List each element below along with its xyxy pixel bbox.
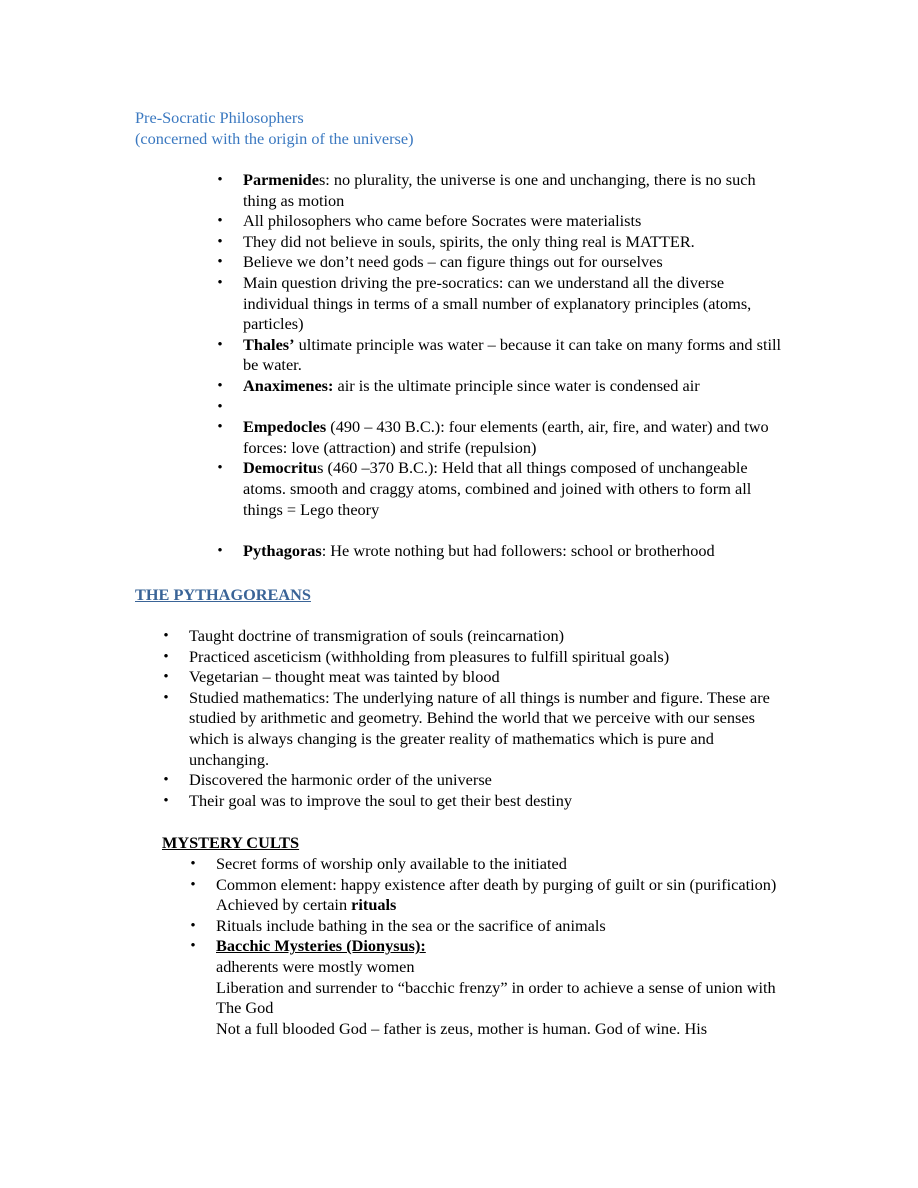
item-text: ultimate principle was water – because it can take on many forms and still be water. (243, 334, 782, 375)
item-bold: Pythagoras (243, 540, 322, 560)
bullet-icon: • (217, 377, 223, 394)
list-item (217, 417, 788, 458)
item-bold: Parmenide (243, 170, 319, 189)
bullet-icon: • (217, 213, 223, 230)
presocratic-list (217, 170, 788, 561)
item-text: Their goal was to improve the soul to get their best destiny (189, 790, 572, 810)
item-text: (490 – 430 B.C.): four elements (earth, air, fire, and water) and two forces: love (attraction) and strife (repulsion) (243, 417, 769, 457)
item-subline: adherents were mostly women (216, 956, 415, 976)
bullet-icon: • (163, 628, 169, 644)
list-item (190, 915, 786, 937)
item-text: s: no plurality, the universe is one and unchanging, there is no such thing as motion (243, 170, 756, 210)
list-item (163, 626, 789, 647)
item-subline: Not a full blooded God – father is zeus, mother is human. God of wine. His (216, 1018, 708, 1038)
item-text: Taught doctrine of transmigration of souls (reincarnation) (189, 626, 565, 645)
bullet-icon: • (217, 172, 223, 188)
list-item (217, 540, 788, 562)
mystery-cults-heading: MYSTERY CULTS (162, 833, 300, 852)
item-text: air is the ultimate principle since water is condensed air (333, 375, 700, 395)
page-heading (135, 108, 414, 149)
list-item (217, 170, 788, 211)
bullet-icon: • (163, 792, 169, 809)
item-text: Vegetarian – thought meat was tainted by blood (189, 667, 500, 687)
list-item (190, 874, 786, 916)
list-item (163, 646, 789, 668)
list-item (217, 211, 788, 232)
list-item (190, 854, 786, 875)
item-bold: Anaximenes: (243, 375, 334, 395)
bullet-icon: • (163, 648, 169, 665)
bullet-icon: • (217, 398, 223, 415)
item-text: Secret forms of worship only available to the initiated (216, 854, 567, 873)
list-spacer (243, 520, 788, 541)
item-text: s (460 –370 B.C.): Held that all things composed of unchangeable atoms. smooth and craggy atoms, combined and joined with others to form all things = Lego theory (243, 458, 752, 519)
page-subtitle: (concerned with the origin of the universe) (135, 128, 414, 148)
list-item (163, 770, 789, 791)
bullet-icon: • (163, 772, 169, 789)
bacchic-heading: Bacchic Mysteries (Dionysus): (216, 936, 426, 956)
item-text: Believe we don’t need gods – can figure things out for ourselves (243, 252, 663, 272)
pythagoreans-heading: THE PYTHAGOREANS (135, 585, 311, 604)
item-text: Discovered the harmonic order of the universe (189, 770, 492, 790)
item-text: They did not believe in souls, spirits, the only thing real is MATTER. (243, 231, 695, 251)
item-text: All philosophers who came before Socrates were materialists (243, 211, 642, 231)
bullet-icon: • (217, 460, 223, 477)
pythagoreans-list (163, 626, 789, 811)
bullet-icon: • (217, 542, 223, 559)
list-item (217, 252, 788, 273)
bullet-icon: • (217, 254, 223, 271)
item-bold: Democritu (243, 458, 318, 478)
bullet-icon: • (217, 233, 223, 250)
list-item (217, 458, 788, 520)
bullet-icon: • (163, 669, 169, 686)
list-item (217, 375, 788, 397)
item-text: Studied mathematics: The underlying nature of all things is number and figure. These are studied by arithmetic and geometry. Behind the world that we perceive with our senses which is always changing is the greater reality of mathematics which is pure and unchanging. (189, 687, 770, 769)
bullet-icon: • (217, 419, 223, 436)
list-item (217, 334, 788, 376)
list-item (217, 231, 788, 253)
item-text: Practiced asceticism (withholding from pleasures to fulfill spiritual goals) (189, 646, 670, 666)
item-bold: Thales’ (243, 334, 295, 354)
page-title: Pre-Socratic Philosophers (135, 108, 304, 127)
list-item (163, 667, 789, 688)
bullet-icon: • (190, 938, 196, 955)
list-item (163, 687, 789, 770)
bullet-icon: • (163, 689, 169, 706)
bullet-icon: • (217, 274, 223, 291)
item-text: Common element: happy existence after death by purging of guilt or sin (purification) Achieved by certain (216, 874, 777, 915)
list-item (190, 936, 786, 1039)
mystery-cults-list (190, 854, 786, 1039)
item-text: Rituals include bathing in the sea or the sacrifice of animals (216, 915, 606, 935)
list-item (217, 272, 788, 335)
list-item (163, 790, 789, 812)
list-item-empty (217, 397, 788, 418)
bullet-icon: • (217, 336, 223, 353)
bullet-icon: • (190, 876, 196, 893)
item-subline: Liberation and surrender to “bacchic frenzy” in order to achieve a sense of union with The God (216, 977, 776, 1018)
item-bold: rituals (351, 895, 397, 915)
bullet-icon: • (190, 856, 196, 872)
bullet-icon: • (190, 917, 196, 934)
item-bold: Empedocles (243, 417, 327, 437)
item-text: Main question driving the pre-socratics: can we understand all the diverse individual things in terms of a small number of explanatory principles (atoms, particles) (243, 272, 752, 334)
item-text: : He wrote nothing but had followers: school or brotherhood (321, 540, 715, 560)
